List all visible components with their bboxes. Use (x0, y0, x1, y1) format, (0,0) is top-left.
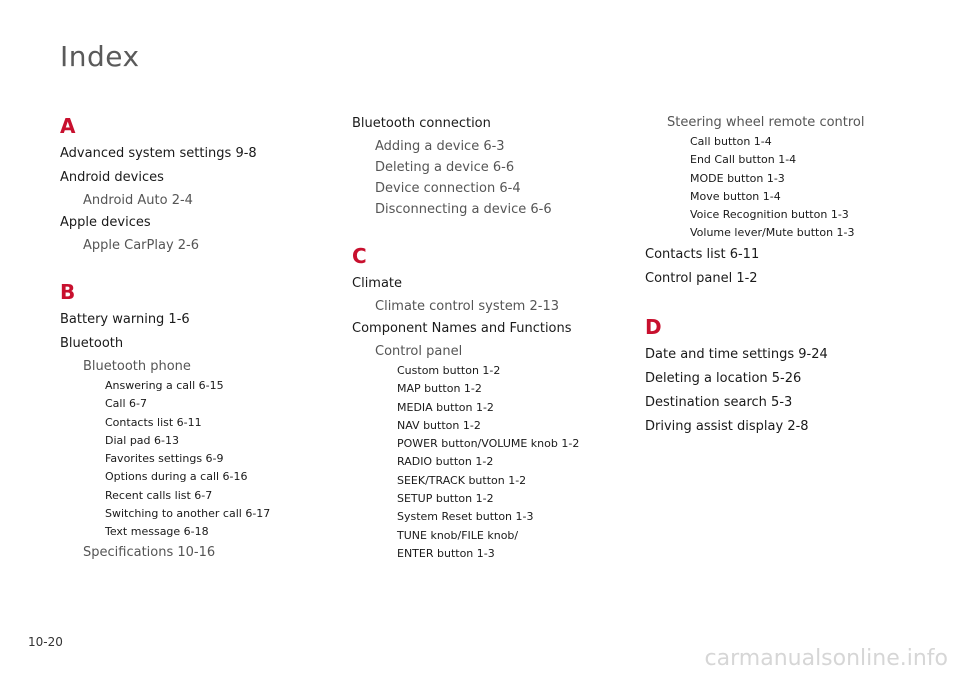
index-subsubentry: Contacts list 6-11 (105, 415, 202, 429)
index-subentry: Deleting a device 6-6 (375, 160, 515, 175)
section-letter: C (352, 244, 367, 268)
index-subsubentry: Volume lever/Mute button 1-3 (690, 226, 855, 240)
index-subsubentry: Dial pad 6-13 (105, 433, 179, 447)
index-entry: Destination search 5-3 (645, 394, 793, 410)
index-subsubentry: End Call button 1-4 (690, 153, 797, 167)
index-subentry: Climate control system 2-13 (375, 299, 559, 314)
index-entry: Android devices (60, 170, 164, 185)
index-column-3 (645, 112, 935, 439)
index-entry: Battery warning 1-6 (60, 312, 190, 327)
index-entry: Contacts list 6-11 (645, 246, 760, 262)
index-entry: Bluetooth (60, 336, 124, 351)
index-subsubentry: Options during a call 6-16 (105, 470, 248, 484)
index-subsubentry: TUNE knob/FILE knob/ (397, 528, 519, 542)
index-subsubentry: Call button 1-4 (690, 135, 772, 148)
index-subsubentry: POWER button/VOLUME knob 1-2 (397, 437, 580, 451)
index-subentry: Control panel (375, 344, 463, 359)
index-subsubentry: MEDIA button 1-2 (397, 400, 494, 414)
index-entry: Control panel 1-2 (645, 270, 758, 286)
index-subentry: Android Auto 2-4 (83, 193, 193, 208)
index-entry: Apple devices (60, 215, 151, 230)
index-subsubentry: MODE button 1-3 (690, 171, 785, 185)
index-subsubentry: SETUP button 1-2 (397, 492, 494, 506)
index-entry: Deleting a location 5-26 (645, 370, 802, 386)
index-subentry: Specifications 10-16 (83, 544, 216, 560)
index-subsubentry: System Reset button 1-3 (397, 510, 534, 524)
index-subsubentry: MAP button 1-2 (397, 382, 482, 396)
index-subsubentry: Recent calls list 6-7 (105, 488, 213, 502)
index-subsubentry: RADIO button 1-2 (397, 455, 494, 469)
index-entry: Component Names and Functions (352, 321, 572, 336)
index-subsubentry: Favorites settings 6-9 (105, 452, 224, 466)
page-number: 10-20 (28, 635, 63, 649)
index-entry: Advanced system settings 9-8 (60, 146, 257, 161)
index-subentry: Adding a device 6-3 (375, 139, 505, 154)
index-entry: Driving assist display 2-8 (645, 418, 809, 434)
index-subsubentry: Move button 1-4 (690, 189, 781, 203)
index-subsubentry: Call 6-7 (105, 397, 147, 411)
index-subentry: Apple CarPlay 2-6 (83, 238, 200, 253)
index-subsubentry: Switching to another call 6-17 (105, 507, 271, 521)
index-subsubentry: ENTER button 1-3 (397, 546, 495, 560)
index-entry: Bluetooth connection (352, 116, 491, 131)
index-subsubentry: Voice Recognition button 1-3 (690, 208, 849, 222)
index-subentry: Disconnecting a device 6-6 (375, 202, 552, 217)
section-letter: A (60, 114, 76, 138)
index-entry: Climate (352, 276, 403, 291)
index-column-2 (352, 112, 642, 563)
index-subsubentry: NAV button 1-2 (397, 418, 481, 432)
section-letter: B (60, 280, 76, 304)
index-subentry: Bluetooth phone (83, 359, 191, 374)
index-subsubentry: Text message 6-18 (105, 525, 209, 539)
index-subsubentry: Answering a call 6-15 (105, 379, 224, 392)
section-letter: D (645, 314, 662, 339)
index-entry: Date and time settings 9-24 (645, 346, 828, 362)
index-subentry: Device connection 6-4 (375, 181, 521, 196)
index-column-1 (60, 112, 350, 563)
index-subsubentry: SEEK/TRACK button 1-2 (397, 473, 527, 487)
watermark: carmanualsonline.info (704, 646, 948, 671)
page-title: Index (60, 40, 140, 73)
index-subsubentry: Custom button 1-2 (397, 364, 501, 377)
index-subentry: Steering wheel remote control (667, 115, 865, 130)
